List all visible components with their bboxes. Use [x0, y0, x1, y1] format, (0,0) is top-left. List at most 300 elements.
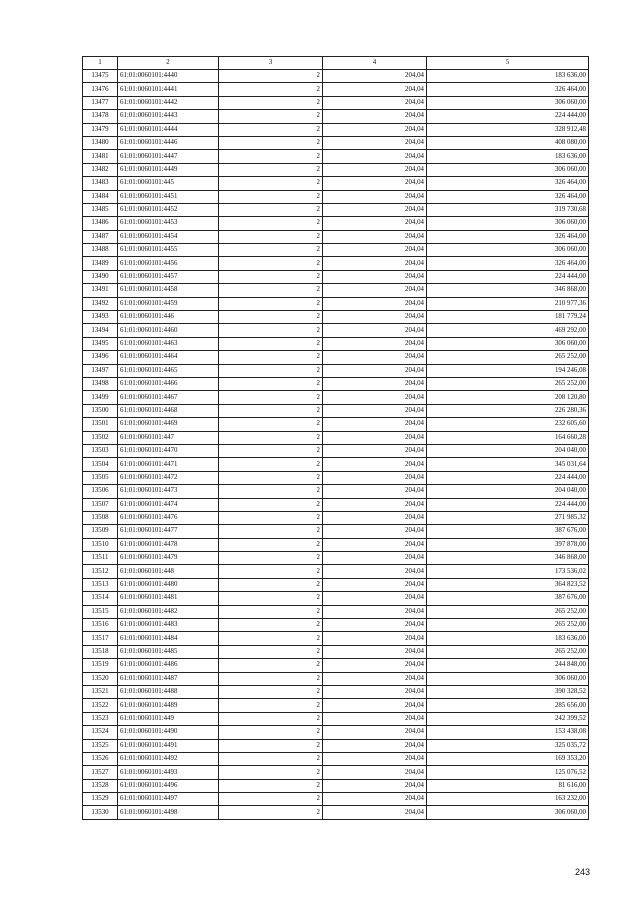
area-cell: 204,04 [323, 458, 427, 471]
value-cell: 226 280,36 [427, 404, 589, 417]
area-cell: 204,04 [323, 565, 427, 578]
row-number-cell: 13515 [83, 605, 118, 618]
cadastral-number-cell: 61:01:0060101:4482 [118, 605, 219, 618]
value-cell: 169 353,20 [427, 752, 589, 765]
area-cell: 204,04 [323, 766, 427, 779]
value-cell: 265 252,00 [427, 605, 589, 618]
cadastral-number-cell: 61:01:0060101:4459 [118, 297, 219, 310]
cadastral-number-cell: 61:01:0060101:4489 [118, 699, 219, 712]
table-row [83, 444, 589, 457]
cadastral-number-cell: 61:01:0060101:4442 [118, 96, 219, 109]
value-cell: 306 060,00 [427, 217, 589, 230]
header-row [83, 57, 589, 70]
area-cell: 204,04 [323, 726, 427, 739]
row-number-cell: 13506 [83, 485, 118, 498]
area-cell: 204,04 [323, 190, 427, 203]
row-number-cell: 13505 [83, 471, 118, 484]
row-number-cell: 13491 [83, 284, 118, 297]
count-cell: 2 [219, 311, 323, 324]
count-cell: 2 [219, 471, 323, 484]
value-cell: 210 977,36 [427, 297, 589, 310]
value-cell: 306 060,00 [427, 244, 589, 257]
area-cell: 204,04 [323, 779, 427, 792]
table-body [83, 70, 589, 820]
area-cell: 204,04 [323, 471, 427, 484]
row-number-cell: 13510 [83, 538, 118, 551]
value-cell: 125 076,52 [427, 766, 589, 779]
value-cell: 244 848,00 [427, 659, 589, 672]
value-cell: 306 060,00 [427, 337, 589, 350]
area-cell: 204,04 [323, 659, 427, 672]
area-cell: 204,04 [323, 552, 427, 565]
row-number-cell: 13530 [83, 806, 118, 819]
count-cell: 2 [219, 525, 323, 538]
row-number-cell: 13481 [83, 150, 118, 163]
cadastral-number-cell: 61:01:0060101:4480 [118, 578, 219, 591]
area-cell: 204,04 [323, 203, 427, 216]
count-cell: 2 [219, 377, 323, 390]
cadastral-number-cell: 61:01:0060101:4449 [118, 163, 219, 176]
value-cell: 387 676,00 [427, 525, 589, 538]
value-cell: 232 605,60 [427, 418, 589, 431]
cadastral-number-cell: 61:01:0060101:4465 [118, 364, 219, 377]
value-cell: 173 536,02 [427, 565, 589, 578]
value-cell: 285 656,00 [427, 699, 589, 712]
area-cell: 204,04 [323, 123, 427, 136]
count-cell: 2 [219, 150, 323, 163]
table-row [83, 190, 589, 203]
row-number-cell: 13495 [83, 337, 118, 350]
area-cell: 204,04 [323, 311, 427, 324]
table-row [83, 377, 589, 390]
table-row [83, 471, 589, 484]
count-cell: 2 [219, 712, 323, 725]
count-cell: 2 [219, 136, 323, 149]
area-cell: 204,04 [323, 257, 427, 270]
cadastral-number-cell: 61:01:0060101:4452 [118, 203, 219, 216]
row-number-cell: 13490 [83, 270, 118, 283]
value-cell: 204 040,00 [427, 444, 589, 457]
count-cell: 2 [219, 297, 323, 310]
cadastral-number-cell: 61:01:0060101:4466 [118, 377, 219, 390]
cadastral-number-cell: 61:01:0060101:4488 [118, 685, 219, 698]
count-cell: 2 [219, 458, 323, 471]
cadastral-number-cell: 61:01:0060101:4479 [118, 552, 219, 565]
cadastral-number-cell: 61:01:0060101:4440 [118, 70, 219, 83]
area-cell: 204,04 [323, 284, 427, 297]
cadastral-number-cell: 61:01:0060101:445 [118, 177, 219, 190]
value-cell: 224 444,00 [427, 110, 589, 123]
count-cell: 2 [219, 163, 323, 176]
area-cell: 204,04 [323, 538, 427, 551]
value-cell: 306 060,00 [427, 806, 589, 819]
table-row [83, 645, 589, 658]
row-number-cell: 13496 [83, 351, 118, 364]
table-row [83, 592, 589, 605]
table-row [83, 83, 589, 96]
value-cell: 346 868,00 [427, 552, 589, 565]
row-number-cell: 13477 [83, 96, 118, 109]
column-header-1: 1 [83, 57, 118, 70]
area-cell: 204,04 [323, 177, 427, 190]
table-row [83, 712, 589, 725]
value-cell: 194 246,08 [427, 364, 589, 377]
table-row [83, 538, 589, 551]
cadastral-number-cell: 61:01:0060101:4483 [118, 619, 219, 632]
area-cell: 204,04 [323, 70, 427, 83]
cadastral-number-cell: 61:01:0060101:4487 [118, 672, 219, 685]
count-cell: 2 [219, 324, 323, 337]
count-cell: 2 [219, 203, 323, 216]
table-row [83, 244, 589, 257]
count-cell: 2 [219, 619, 323, 632]
cadastral-number-cell: 61:01:0060101:4477 [118, 525, 219, 538]
cadastral-number-cell: 61:01:0060101:4496 [118, 779, 219, 792]
count-cell: 2 [219, 217, 323, 230]
cadastral-number-cell: 61:01:0060101:4443 [118, 110, 219, 123]
count-cell: 2 [219, 337, 323, 350]
table-row [83, 297, 589, 310]
table-row [83, 324, 589, 337]
value-cell: 387 676,00 [427, 592, 589, 605]
area-cell: 204,04 [323, 83, 427, 96]
value-cell: 265 252,00 [427, 645, 589, 658]
area-cell: 204,04 [323, 404, 427, 417]
row-number-cell: 13519 [83, 659, 118, 672]
value-cell: 364 823,52 [427, 578, 589, 591]
area-cell: 204,04 [323, 270, 427, 283]
count-cell: 2 [219, 552, 323, 565]
value-cell: 242 399,52 [427, 712, 589, 725]
area-cell: 204,04 [323, 793, 427, 806]
value-cell: 306 060,00 [427, 163, 589, 176]
value-cell: 325 035,72 [427, 739, 589, 752]
table-row [83, 431, 589, 444]
count-cell: 2 [219, 578, 323, 591]
cadastral-number-cell: 61:01:0060101:4481 [118, 592, 219, 605]
cadastral-number-cell: 61:01:0060101:4490 [118, 726, 219, 739]
cadastral-number-cell: 61:01:0060101:4460 [118, 324, 219, 337]
table-row [83, 404, 589, 417]
cadastral-number-cell: 61:01:0060101:4458 [118, 284, 219, 297]
table-row [83, 485, 589, 498]
table-row [83, 565, 589, 578]
cadastral-number-cell: 61:01:0060101:4486 [118, 659, 219, 672]
table-row [83, 578, 589, 591]
value-cell: 181 779,24 [427, 311, 589, 324]
count-cell: 2 [219, 659, 323, 672]
table-row [83, 766, 589, 779]
table-row [83, 96, 589, 109]
count-cell: 2 [219, 485, 323, 498]
table-row [83, 150, 589, 163]
area-cell: 204,04 [323, 163, 427, 176]
row-number-cell: 13494 [83, 324, 118, 337]
table-row [83, 270, 589, 283]
table-row [83, 779, 589, 792]
value-cell: 306 060,00 [427, 96, 589, 109]
table-row [83, 163, 589, 176]
count-cell: 2 [219, 123, 323, 136]
value-cell: 208 120,80 [427, 391, 589, 404]
area-cell: 204,04 [323, 110, 427, 123]
cadastral-number-cell: 61:01:0060101:4498 [118, 806, 219, 819]
table-row [83, 458, 589, 471]
area-cell: 204,04 [323, 244, 427, 257]
cadastral-number-cell: 61:01:0060101:4492 [118, 752, 219, 765]
area-cell: 204,04 [323, 444, 427, 457]
area-cell: 204,04 [323, 806, 427, 819]
cadastral-number-cell: 61:01:0060101:449 [118, 712, 219, 725]
area-cell: 204,04 [323, 619, 427, 632]
cadastral-number-cell: 61:01:0060101:4468 [118, 404, 219, 417]
cadastral-number-cell: 61:01:0060101:4473 [118, 485, 219, 498]
count-cell: 2 [219, 96, 323, 109]
value-cell: 164 660,28 [427, 431, 589, 444]
table-row [83, 685, 589, 698]
row-number-cell: 13516 [83, 619, 118, 632]
row-number-cell: 13513 [83, 578, 118, 591]
value-cell: 265 252,00 [427, 619, 589, 632]
area-cell: 204,04 [323, 498, 427, 511]
area-cell: 204,04 [323, 699, 427, 712]
table-row [83, 726, 589, 739]
count-cell: 2 [219, 779, 323, 792]
area-cell: 204,04 [323, 217, 427, 230]
table-row [83, 177, 589, 190]
row-number-cell: 13497 [83, 364, 118, 377]
row-number-cell: 13492 [83, 297, 118, 310]
cadastral-number-cell: 61:01:0060101:4453 [118, 217, 219, 230]
cadastral-number-cell: 61:01:0060101:446 [118, 311, 219, 324]
row-number-cell: 13493 [83, 311, 118, 324]
cadastral-number-cell: 61:01:0060101:4451 [118, 190, 219, 203]
row-number-cell: 13483 [83, 177, 118, 190]
row-number-cell: 13484 [83, 190, 118, 203]
table-row [83, 739, 589, 752]
table-row [83, 552, 589, 565]
row-number-cell: 13512 [83, 565, 118, 578]
count-cell: 2 [219, 498, 323, 511]
count-cell: 2 [219, 244, 323, 257]
value-cell: 153 438,08 [427, 726, 589, 739]
row-number-cell: 13529 [83, 793, 118, 806]
value-cell: 271 985,32 [427, 511, 589, 524]
table-header [83, 57, 589, 70]
table-row [83, 257, 589, 270]
area-cell: 204,04 [323, 150, 427, 163]
value-cell: 224 444,00 [427, 270, 589, 283]
area-cell: 204,04 [323, 592, 427, 605]
row-number-cell: 13518 [83, 645, 118, 658]
table-row [83, 699, 589, 712]
area-cell: 204,04 [323, 645, 427, 658]
value-cell: 326 464,00 [427, 190, 589, 203]
table-row [83, 136, 589, 149]
area-cell: 204,04 [323, 578, 427, 591]
cadastral-number-cell: 61:01:0060101:4446 [118, 136, 219, 149]
table-row [83, 203, 589, 216]
count-cell: 2 [219, 645, 323, 658]
registry-table [82, 56, 589, 820]
count-cell: 2 [219, 177, 323, 190]
count-cell: 2 [219, 364, 323, 377]
cadastral-number-cell: 61:01:0060101:4470 [118, 444, 219, 457]
row-number-cell: 13488 [83, 244, 118, 257]
value-cell: 265 252,00 [427, 351, 589, 364]
count-cell: 2 [219, 83, 323, 96]
row-number-cell: 13509 [83, 525, 118, 538]
cadastral-number-cell: 61:01:0060101:4478 [118, 538, 219, 551]
count-cell: 2 [219, 351, 323, 364]
count-cell: 2 [219, 404, 323, 417]
value-cell: 326 464,00 [427, 83, 589, 96]
value-cell: 346 868,00 [427, 284, 589, 297]
count-cell: 2 [219, 565, 323, 578]
row-number-cell: 13504 [83, 458, 118, 471]
row-number-cell: 13487 [83, 230, 118, 243]
column-header-3: 3 [219, 57, 323, 70]
value-cell: 390 328,52 [427, 685, 589, 698]
count-cell: 2 [219, 190, 323, 203]
value-cell: 224 444,00 [427, 498, 589, 511]
value-cell: 397 878,00 [427, 538, 589, 551]
row-number-cell: 13517 [83, 632, 118, 645]
row-number-cell: 13526 [83, 752, 118, 765]
row-number-cell: 13498 [83, 377, 118, 390]
area-cell: 204,04 [323, 485, 427, 498]
table-row [83, 672, 589, 685]
value-cell: 163 232,00 [427, 793, 589, 806]
table-row [83, 418, 589, 431]
cadastral-number-cell: 61:01:0060101:4444 [118, 123, 219, 136]
table-row [83, 498, 589, 511]
area-cell: 204,04 [323, 685, 427, 698]
area-cell: 204,04 [323, 364, 427, 377]
table-row [83, 525, 589, 538]
table-row [83, 793, 589, 806]
area-cell: 204,04 [323, 136, 427, 149]
row-number-cell: 13480 [83, 136, 118, 149]
cadastral-number-cell: 61:01:0060101:4476 [118, 511, 219, 524]
row-number-cell: 13479 [83, 123, 118, 136]
table-row [83, 217, 589, 230]
count-cell: 2 [219, 538, 323, 551]
row-number-cell: 13476 [83, 83, 118, 96]
area-cell: 204,04 [323, 605, 427, 618]
table-row [83, 364, 589, 377]
table-row [83, 123, 589, 136]
count-cell: 2 [219, 699, 323, 712]
count-cell: 2 [219, 793, 323, 806]
value-cell: 345 031,64 [427, 458, 589, 471]
page-number: 243 [574, 867, 590, 877]
table-row [83, 511, 589, 524]
cadastral-number-cell: 61:01:0060101:4491 [118, 739, 219, 752]
row-number-cell: 13485 [83, 203, 118, 216]
count-cell: 2 [219, 685, 323, 698]
count-cell: 2 [219, 766, 323, 779]
cadastral-number-cell: 61:01:0060101:4471 [118, 458, 219, 471]
value-cell: 81 616,00 [427, 779, 589, 792]
row-number-cell: 13523 [83, 712, 118, 725]
table-row [83, 659, 589, 672]
row-number-cell: 13478 [83, 110, 118, 123]
cadastral-number-cell: 61:01:0060101:4463 [118, 337, 219, 350]
table-row [83, 632, 589, 645]
count-cell: 2 [219, 511, 323, 524]
value-cell: 328 912,48 [427, 123, 589, 136]
row-number-cell: 13528 [83, 779, 118, 792]
row-number-cell: 13508 [83, 511, 118, 524]
cadastral-number-cell: 61:01:0060101:447 [118, 431, 219, 444]
value-cell: 224 444,00 [427, 471, 589, 484]
row-number-cell: 13520 [83, 672, 118, 685]
area-cell: 204,04 [323, 391, 427, 404]
area-cell: 204,04 [323, 632, 427, 645]
table-row [83, 605, 589, 618]
row-number-cell: 13525 [83, 739, 118, 752]
table-row [83, 806, 589, 819]
column-header-2: 2 [118, 57, 219, 70]
count-cell: 2 [219, 672, 323, 685]
area-cell: 204,04 [323, 752, 427, 765]
value-cell: 319 730,68 [427, 203, 589, 216]
count-cell: 2 [219, 391, 323, 404]
table-row [83, 337, 589, 350]
table-row [83, 70, 589, 83]
table-row [83, 284, 589, 297]
cadastral-number-cell: 61:01:0060101:4454 [118, 230, 219, 243]
value-cell: 183 636,00 [427, 632, 589, 645]
table-row [83, 619, 589, 632]
value-cell: 306 060,00 [427, 672, 589, 685]
count-cell: 2 [219, 806, 323, 819]
cadastral-number-cell: 61:01:0060101:4472 [118, 471, 219, 484]
cadastral-number-cell: 61:01:0060101:4464 [118, 351, 219, 364]
area-cell: 204,04 [323, 324, 427, 337]
count-cell: 2 [219, 270, 323, 283]
count-cell: 2 [219, 726, 323, 739]
count-cell: 2 [219, 284, 323, 297]
row-number-cell: 13507 [83, 498, 118, 511]
area-cell: 204,04 [323, 739, 427, 752]
row-number-cell: 13502 [83, 431, 118, 444]
column-header-5: 5 [427, 57, 589, 70]
area-cell: 204,04 [323, 712, 427, 725]
table-row [83, 110, 589, 123]
row-number-cell: 13503 [83, 444, 118, 457]
value-cell: 265 252,00 [427, 377, 589, 390]
area-cell: 204,04 [323, 672, 427, 685]
count-cell: 2 [219, 70, 323, 83]
row-number-cell: 13522 [83, 699, 118, 712]
table-row [83, 230, 589, 243]
count-cell: 2 [219, 739, 323, 752]
row-number-cell: 13475 [83, 70, 118, 83]
area-cell: 204,04 [323, 297, 427, 310]
cadastral-number-cell: 61:01:0060101:4469 [118, 418, 219, 431]
cadastral-number-cell: 61:01:0060101:4497 [118, 793, 219, 806]
row-number-cell: 13501 [83, 418, 118, 431]
value-cell: 408 080,00 [427, 136, 589, 149]
cadastral-number-cell: 61:01:0060101:4447 [118, 150, 219, 163]
value-cell: 326 464,00 [427, 177, 589, 190]
area-cell: 204,04 [323, 337, 427, 350]
row-number-cell: 13527 [83, 766, 118, 779]
row-number-cell: 13500 [83, 404, 118, 417]
row-number-cell: 13524 [83, 726, 118, 739]
